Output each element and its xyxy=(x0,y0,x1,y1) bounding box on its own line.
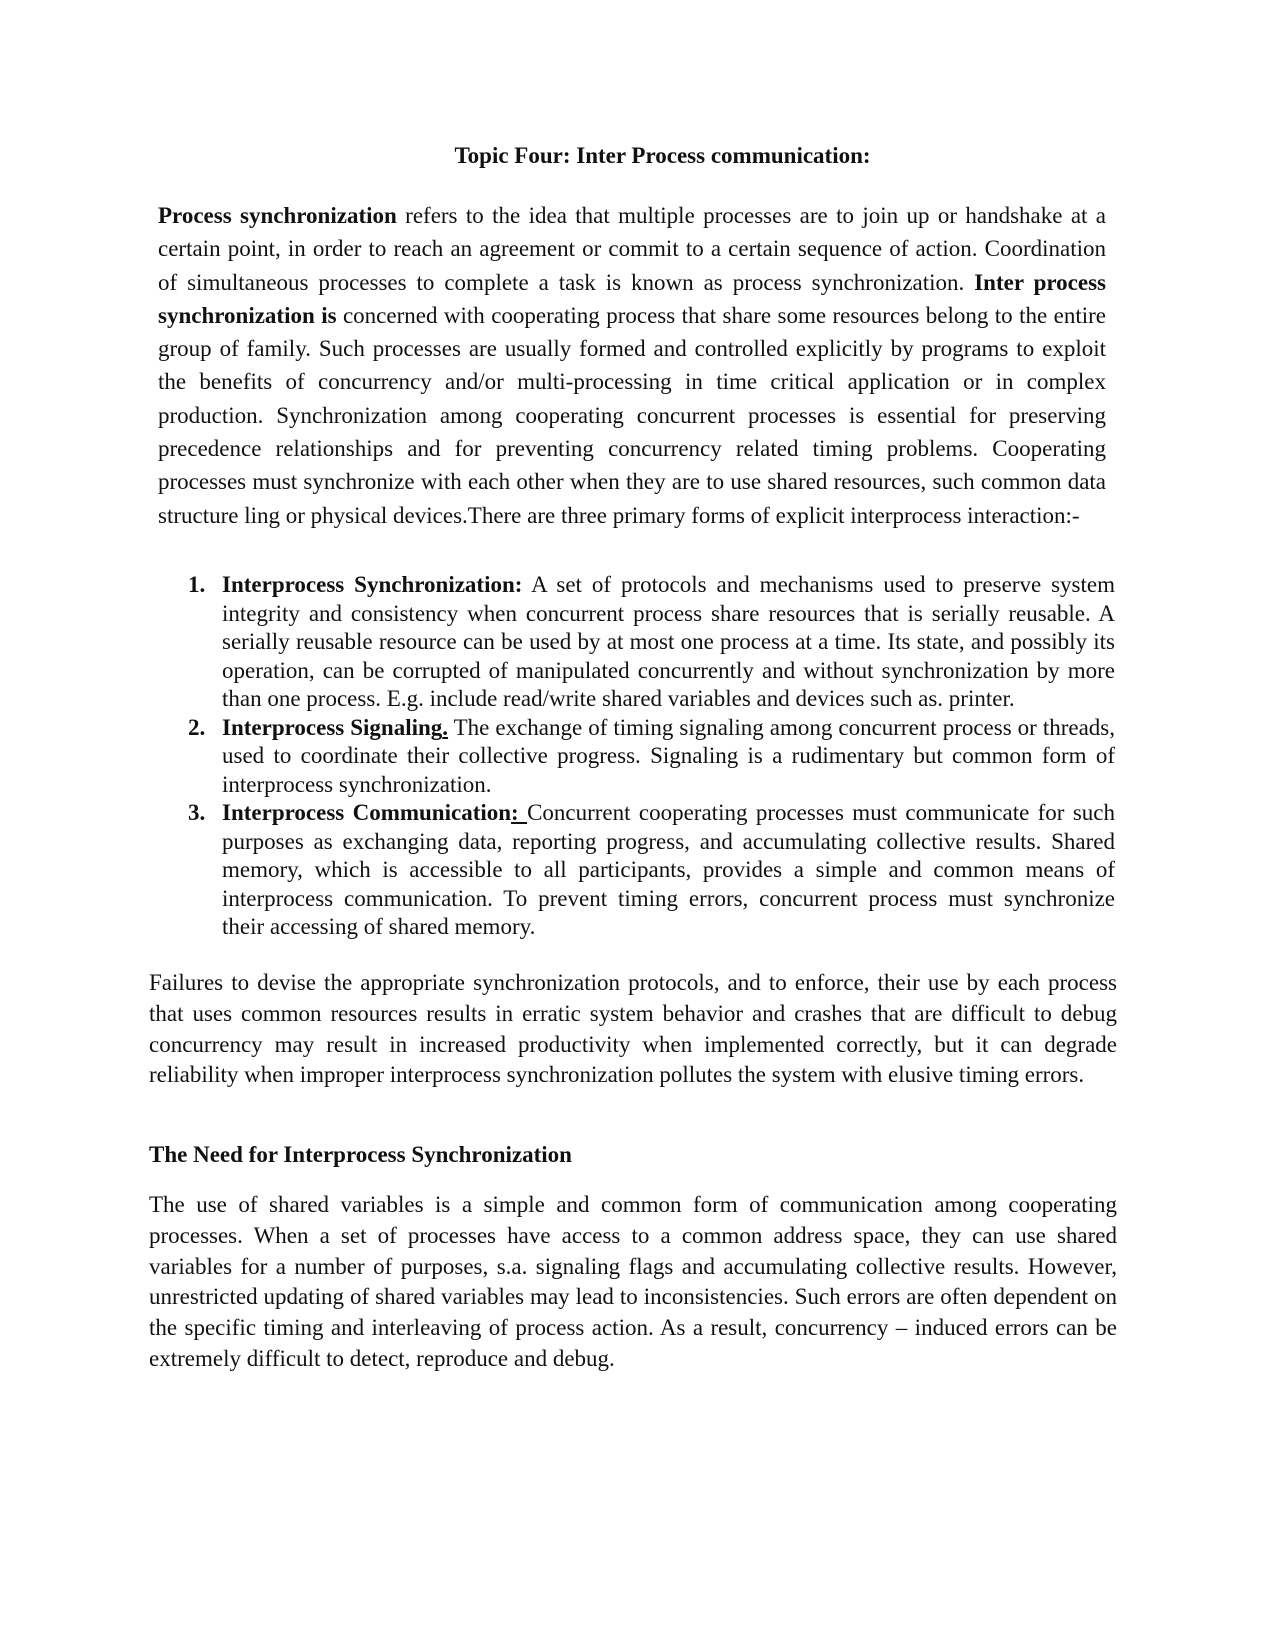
list-item-number: 3. xyxy=(188,800,206,825)
intro-text-2: concerned with cooperating process that share some resources belong to the entire group of family. Such processes are usually formed and controlled explicitly by programs to exploit the benefits of concurrency and/or multi-processing in time critical application or in complex production. Synchronization among cooperating concurrent processes is essential for preserving precedence relationships and for preventing concurrency related timing problems. Cooperating processes must synchronize with each other when they are to use shared resources, such common data structure ling or physical devices.There are three primary forms of explicit interprocess interaction:- xyxy=(158,302,1107,528)
list-item-mark: : xyxy=(511,800,528,825)
page-title: Topic Four: Inter Process communication: xyxy=(454,143,871,168)
interaction-forms-list xyxy=(180,571,1115,942)
list-item-text: A set of protocols and mechanisms used to preserve system integrity and consistency when concurrent process share resources that is serially reusable. A serially reusable resource can be used by at most one process at a time. Its state, and possibly its operation, can be corrupted of manipulated concurrently and without synchronization by more than one process. E.g. include read/write shared variables and devices such as. printer. xyxy=(222,572,1115,711)
list-item-number: 2. xyxy=(188,714,206,740)
intro-text-1: refers to the idea that multiple processes are to join up or handshake at a certain point, in order to reach an agreement or commit to a certain sequence of action. Coordination of simultaneous processes to complete a task is known as process synchronization. xyxy=(158,203,1106,295)
list-item xyxy=(180,714,1115,800)
intro-paragraph xyxy=(158,199,1106,532)
list-item xyxy=(180,799,1115,942)
inter-process-synchronization-term: Inter process synchronization is xyxy=(158,269,1106,328)
failures-paragraph: Failures to devise the appropriate synchronization protocols, and to enforce, their use by each process that uses common resources results in erratic system behavior and crashes that are difficult to debug concurrency may result in increased productivity when implemented correctly, but it can degrade reliability when improper interprocess synchronization pollutes the system with elusive timing errors. xyxy=(149,970,1117,1088)
list-item-term: Interprocess Communication xyxy=(222,800,512,825)
list-item-term: Interprocess Synchronization: xyxy=(222,572,523,597)
process-synchronization-term: Process synchronization xyxy=(158,203,397,228)
list-item-text: Concurrent cooperating processes must communicate for such purposes as exchanging data, reporting progress, and accumulating collective results. Shared memory, which is accessible to all participants, provides a simple and common means of interprocess communication. To prevent timing errors, concurrent process must synchronize their accessing of shared memory. xyxy=(222,800,1115,939)
need-paragraph: The use of shared variables is a simple and common form of communication among cooperating processes. When a set of processes have access to a common address space, they can use shared variables for a number of purposes, s.a. signaling flags and accumulating collective results. However, unrestricted updating of shared variables may lead to inconsistencies. Such errors are often dependent on the specific timing and interleaving of process action. As a result, concurrency – induced errors can be extremely difficult to detect, reproduce and debug. xyxy=(149,1192,1117,1371)
list-item-number: 1. xyxy=(188,572,206,597)
list-item xyxy=(180,571,1115,714)
list-item-term: Interprocess Signaling xyxy=(222,714,443,740)
section-heading: The Need for Interprocess Synchronization xyxy=(149,1142,572,1167)
list-item-text: The exchange of timing signaling among concurrent process or threads, used to coordinate their collective progress. Signaling is a rudimentary but common form of interprocess synchronization. xyxy=(222,714,1115,797)
list-item-mark: . xyxy=(442,714,449,740)
